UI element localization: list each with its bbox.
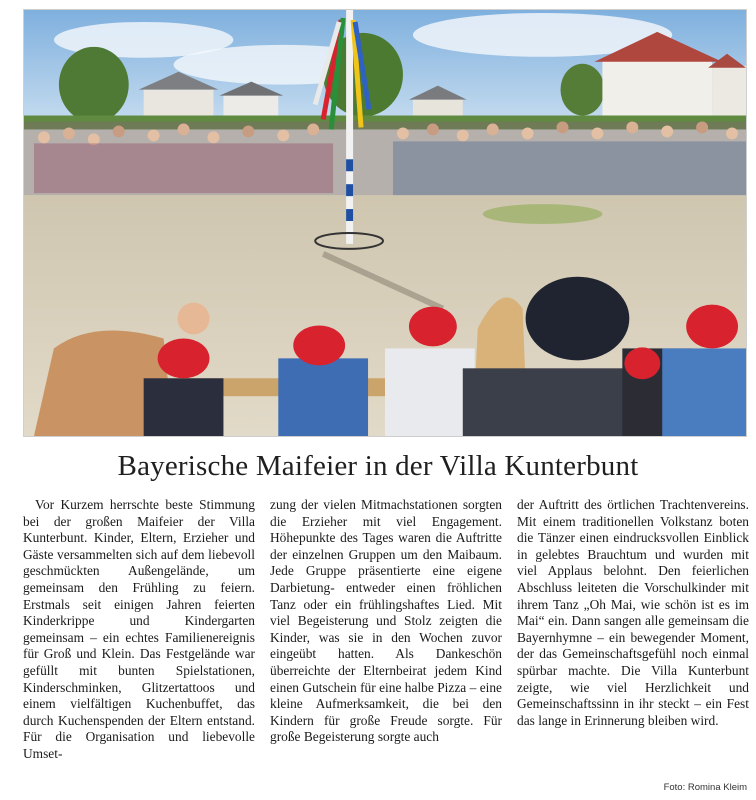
article-column-2 (270, 497, 502, 797)
photo-credit: Foto: Romina Kleim (663, 782, 747, 793)
article-paragraph: zung der vielen Mitmachstationen sorgten die Erzieher mit viel Engagement. Höhepunkte des Tages waren die Auftritte der einzelnen Gruppen um den Maibaum. Jede Gruppe präsentierte eine eigene Darbietung- entweder einen fröhlichen Tanz oder ein frühlingshaftes Lied. Mit viel Begeisterung und Stolz zeigten die Kinder, was sie in den Wochen zuvor eingeübt hatten. Als Dankeschön überreichte der Elternbeirat jedem Kind einen Gutschein für eine halbe Pizza – eine kleine Aufmerksamkeit, die bei den Kindern für große Freude sorgte. Für große Begeisterung sorgte auch (270, 497, 502, 745)
cap-dark (526, 277, 630, 361)
article-body (23, 497, 749, 797)
tree (59, 47, 129, 123)
article-paragraph: Vor Kurzem herrschte beste Stimmung bei der großen Maifeier der Villa Kunterbunt. Kinder, Eltern, Erzieher und Gäste versammelten sich auf dem liebevoll geschmückten Außengelände, um gemeinsam den Frühling zu feiern. Erstmals seit einigen Jahren feierten Kinderkrippe und Kindergarten gemeinsam – ein echtes Familienereignis für Groß und Klein. Das Festgelände war gefüllt mit bunten Spielstationen, Kinderschminken, Glitzertattoos und einem vielfältigen Kuchenbuffet, das durch Kuchenspenden der Eltern entstand. Für die Organisation und liebevolle Umset- (23, 497, 255, 761)
article-paragraph: der Auftritt des örtlichen Trachtenvereins. Mit einem traditionellen Volkstanz boten die Tänzer einen eindrucksvollen Einblick in gelebtes Brauchtum und wurden mit viel Applaus belohnt. Den feierlichen Abschluss leiteten die Vorschulkinder mit ihrem Tanz „Oh Mai, wie schön ist es im Mai“ ein. Dann sangen alle gemeinsam die Bayernhymne – ein bewegender Moment, der das Gemeinschaftsgefühl noch einmal spürbar machte. Die Villa Kunterbunt zeigte, wie viel Herzlichkeit und Gemeinschaftssinn in ihr steckt – ein Fest das lange in Erinnerung bleiben wird. (517, 497, 749, 728)
article-headline: Bayerische Maifeier in der Villa Kunterbunt (117, 450, 639, 482)
article-column-1 (23, 497, 255, 797)
grass-patch (483, 204, 603, 224)
maypole (346, 10, 353, 244)
article-photo (23, 9, 747, 437)
article-column-3 (517, 497, 749, 797)
tree (561, 64, 605, 116)
maypole-celebration-photo (24, 10, 746, 436)
